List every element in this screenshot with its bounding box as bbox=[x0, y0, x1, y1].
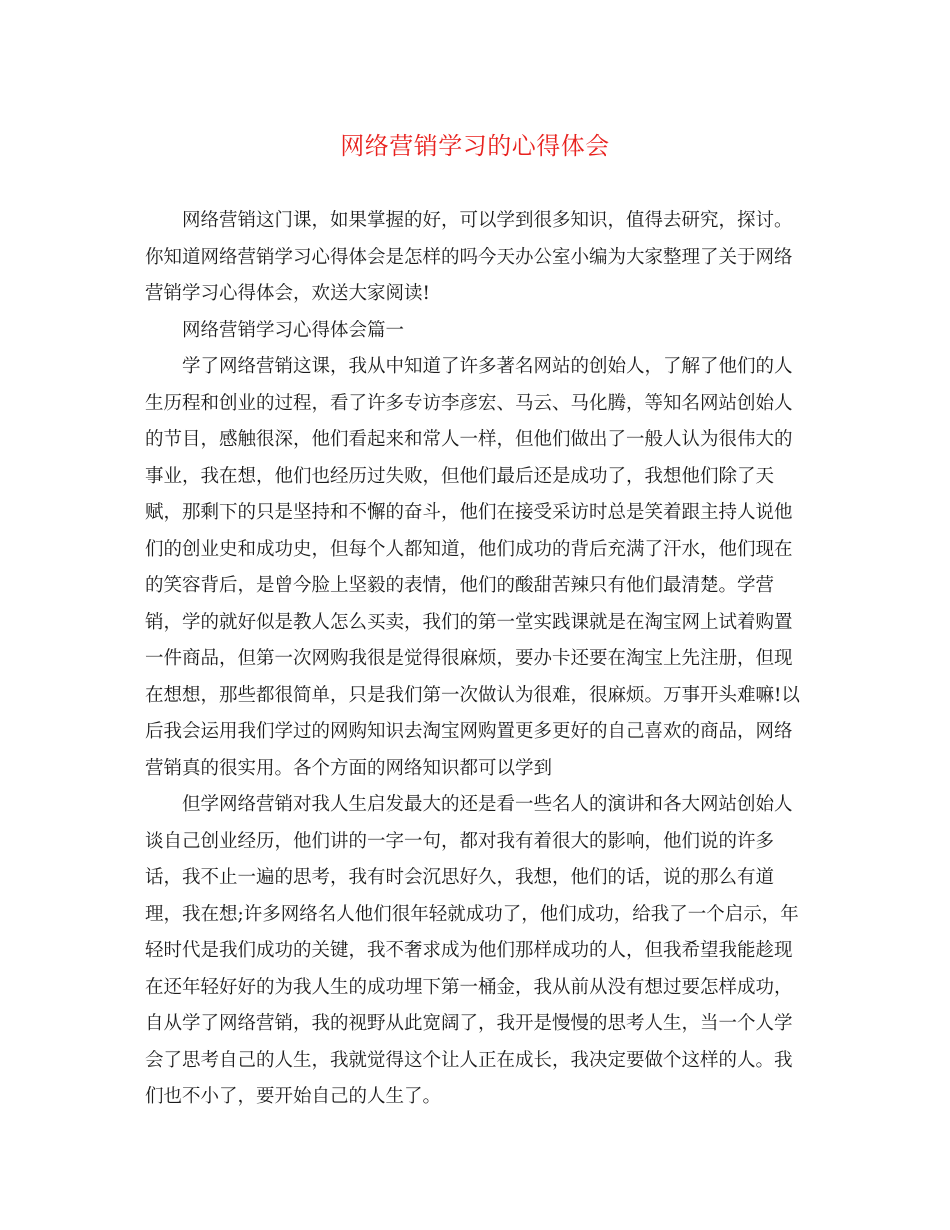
text-line: 网络营销这门课，如果掌握的好，可以学到很多知识，值得去研究，探讨。 bbox=[182, 210, 793, 231]
text-line: 在想想，那些都很简单，只是我们第一次做认为很难，很麻烦。万事开头难嘛!以 bbox=[145, 684, 800, 706]
text-line: 轻时代是我们成功的关键，我不奢求成为他们那样成功的人，但我希望我能趁现 bbox=[145, 940, 793, 961]
text-line: 在还年轻好好的为我人生的成功埋下第一桶金，我从前从没有想过要怎样成功， bbox=[145, 976, 793, 998]
text-line: 会了思考自己的人生，我就觉得这个让人正在成长，我决定要做个这样的人。我 bbox=[145, 1049, 793, 1071]
text-line: 学了网络营销这课，我从中知道了许多著名网站的创始人，了解了他们的人 bbox=[182, 356, 793, 377]
text-line: 营销学习心得体会，欢送大家阅读! bbox=[145, 283, 430, 304]
text-line: 的节目，感触很深，他们看起来和常人一样，但他们做出了一般人认为很伟大的 bbox=[145, 429, 793, 450]
text-line: 话，我不止一遍的思考，我有时会沉思好久，我想，他们的话，说的那么有道 bbox=[145, 867, 775, 888]
text-line: 事业，我在想，他们也经历过失败，但他们最后还是成功了，我想他们除了天 bbox=[145, 465, 775, 487]
text-line: 理，我在想;许多网络名人他们很年轻就成功了，他们成功，给我了一个启示，年 bbox=[145, 903, 799, 925]
text-line: 赋，那剩下的只是坚持和不懈的奋斗，他们在接受采访时总是笑着跟主持人说他 bbox=[145, 502, 793, 523]
text-line: 的笑容背后，是曾今脸上坚毅的表情，他们的酸甜苦辣只有他们最清楚。学营 bbox=[145, 575, 775, 596]
text-line: 销，学的就好似是教人怎么买卖，我们的第一堂实践课就是在淘宝网上试着购置 bbox=[145, 611, 793, 633]
text-line: 自从学了网络营销，我的视野从此宽阔了，我开是慢慢的思考人生，当一个人学 bbox=[145, 1013, 793, 1034]
text-line: 们也不小了，要开始自己的人生了。 bbox=[145, 1086, 442, 1107]
text-line: 网络营销学习心得体会篇一 bbox=[182, 319, 405, 341]
document-body bbox=[145, 203, 813, 1116]
text-line: 但学网络营销对我人生启发最大的还是看一些名人的演讲和各大网站创始人 bbox=[182, 794, 793, 815]
document-title: 网络营销学习的心得体会 bbox=[340, 132, 610, 160]
text-line: 后我会运用我们学过的网购知识去淘宝网购置更多更好的自己喜欢的商品，网络 bbox=[145, 721, 793, 742]
text-line: 营销真的很实用。各个方面的网络知识都可以学到 bbox=[145, 757, 553, 779]
text-line: 你知道网络营销学习心得体会是怎样的吗今天办公室小编为大家整理了关于网络 bbox=[145, 246, 793, 268]
paragraph-body-2 bbox=[145, 787, 813, 1116]
text-line: 谈自己创业经历，他们讲的一字一句，都对我有着很大的影响，他们说的许多 bbox=[145, 830, 775, 852]
paragraph-body-1 bbox=[145, 349, 813, 787]
text-line: 们的创业史和成功史，但每个人都知道，他们成功的背后充满了汗水，他们现在 bbox=[145, 538, 793, 560]
text-line: 生历程和创业的过程，看了许多专访李彦宏、马云、马化腾，等知名网站创始人 bbox=[145, 392, 793, 414]
text-line: 一件商品，但第一次网购我很是觉得很麻烦，要办卡还要在淘宝上先注册，但现 bbox=[145, 648, 793, 669]
paragraph-intro bbox=[145, 203, 813, 313]
section-heading bbox=[145, 313, 813, 350]
